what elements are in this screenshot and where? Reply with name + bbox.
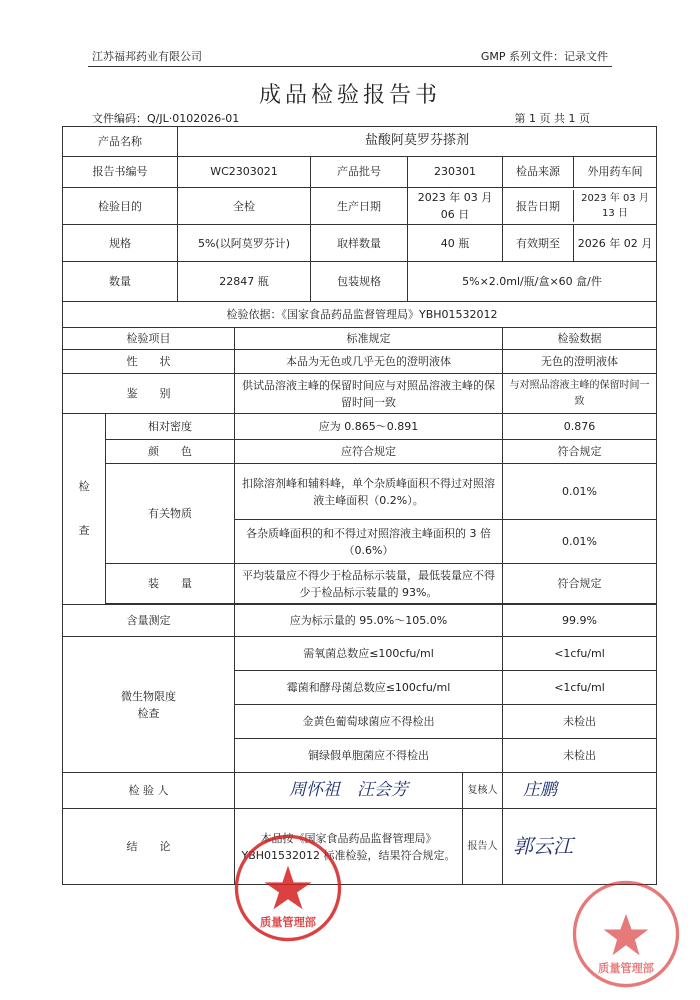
identification-label: 鉴 别 — [63, 374, 235, 414]
filling-label: 装 量 — [106, 564, 235, 604]
quality-dept-seal-right — [570, 878, 682, 990]
related-data-2: 0.01% — [503, 520, 657, 564]
related-row-1 — [63, 464, 657, 520]
micro-mold-data: <1cfu/ml — [503, 671, 657, 705]
report-no: WC2303021 — [178, 157, 311, 188]
assay-label: 含量测定 — [63, 605, 235, 637]
micro-label-line-1: 微生物限度 — [121, 689, 176, 703]
density-label: 相对密度 — [106, 414, 235, 440]
header-divider — [88, 66, 612, 67]
product-name-row — [63, 127, 657, 157]
batch: 230301 — [408, 157, 503, 188]
density-standard: 应为 0.865～0.891 — [235, 414, 503, 440]
inspector-signature: 周怀祖 汪会芳 — [235, 773, 463, 809]
identification-data: 与对照品溶液主峰的保留时间一致 — [503, 374, 657, 414]
packing-label: 包装规格 — [311, 262, 408, 302]
source-label: 检品来源 — [503, 157, 574, 187]
report-no-label: 报告书编号 — [63, 157, 178, 188]
identification-row — [63, 374, 657, 414]
batch-label: 产品批号 — [311, 157, 408, 188]
prod-date: 2023 年 03 月 06 日 — [408, 188, 503, 225]
purpose: 全检 — [178, 188, 311, 225]
report-no-row — [63, 157, 657, 188]
filling-data: 符合规定 — [503, 564, 657, 604]
inspector-row — [63, 773, 657, 809]
assay-row — [63, 605, 657, 637]
inspector-label: 检 验 人 — [63, 773, 235, 809]
quality-dept-seal-left — [232, 832, 344, 944]
prod-date-label: 生产日期 — [311, 188, 408, 225]
product-name: 盐酸阿莫罗芬搽剂 — [178, 127, 657, 157]
check-group-label — [63, 414, 106, 605]
conclusion-row — [63, 809, 657, 885]
micro-staph-standard: 金黄色葡萄球菌应不得检出 — [235, 705, 503, 739]
report-date: 2023 年 03 月 13 日 — [581, 192, 649, 220]
density-data: 0.876 — [503, 414, 657, 440]
expiry: 2026 年 02 月 — [577, 236, 653, 250]
conclusion: 本品按《国家食品药品监督管理局》YBH01532012 标准检验，结果符合规定。 — [235, 809, 463, 885]
source: 外用药车间 — [587, 165, 643, 179]
density-row — [63, 414, 657, 440]
page-title: 成品检验报告书 — [258, 83, 441, 108]
col-item: 检验项目 — [63, 328, 235, 350]
filling-row — [63, 564, 657, 604]
appearance-row — [63, 350, 657, 374]
assay-data: 99.9% — [503, 605, 657, 637]
color-standard: 应符合规定 — [235, 440, 503, 464]
svg-text:质量管理部: 质量管理部 — [598, 962, 654, 976]
assay-standard: 应为标示量的 95.0%～105.0% — [235, 605, 503, 637]
micro-aerobic-row — [63, 637, 657, 671]
page-info: 第 1 页 共 1 页 — [514, 112, 590, 125]
purpose-row — [63, 188, 657, 225]
appearance-standard: 本品为无色或几乎无色的澄明液体 — [235, 350, 503, 374]
related-label: 有关物质 — [106, 464, 235, 564]
related-data-1: 0.01% — [503, 464, 657, 520]
reporter-label: 报告人 — [463, 809, 503, 885]
check-label-bottom: 查 — [78, 524, 90, 538]
expiry-label: 有效期至 — [503, 225, 574, 261]
document-type: GMP 系列文件：记录文件 — [480, 50, 608, 63]
reporter-signature: 郭云江 — [503, 809, 657, 885]
micro-pseudo-standard: 铜绿假单胞菌应不得检出 — [235, 739, 503, 773]
related-standard-2: 各杂质峰面积的和不得过对照溶液主峰面积的 3 倍（0.6%） — [235, 520, 503, 564]
reviewer-signature: 庄鹏 — [503, 773, 657, 809]
sample-qty-label: 取样数量 — [311, 225, 408, 262]
source-label-cell — [503, 157, 657, 188]
color-data: 符合规定 — [503, 440, 657, 464]
file-code: 文件编码：Q/JL·0102026-01 — [92, 112, 240, 125]
seal-star-icon — [264, 866, 311, 910]
report-date-label: 报告日期 — [503, 190, 574, 222]
identification-standard: 供试品溶液主峰的保留时间应与对照品溶液主峰的保留时间一致 — [235, 374, 503, 414]
company-name: 江苏福邦药业有限公司 — [92, 50, 202, 63]
micro-staph-data: 未检出 — [503, 705, 657, 739]
spec-label: 规格 — [63, 225, 178, 262]
micro-aerobic-data: <1cfu/ml — [503, 637, 657, 671]
report-table — [62, 126, 657, 885]
check-label-top: 检 — [78, 480, 90, 494]
svg-text:质量管理部: 质量管理部 — [260, 916, 316, 930]
col-standard: 标准规定 — [235, 328, 503, 350]
color-row — [63, 440, 657, 464]
conclusion-label: 结 论 — [63, 809, 235, 885]
seal-star-icon — [604, 914, 649, 955]
spec-row — [63, 225, 657, 262]
basis: 检验依据：《国家食品药品监督管理局》YBH01532012 — [63, 302, 657, 328]
basis-row — [63, 302, 657, 328]
sample-qty: 40 瓶 — [408, 225, 503, 262]
related-standard-1: 扣除溶剂峰和辅料峰，单个杂质峰面积不得过对照溶液主峰面积（0.2%）。 — [235, 464, 503, 520]
appearance-data: 无色的澄明液体 — [503, 350, 657, 374]
filling-standard: 平均装量应不得少于检品标示装量，最低装量应不得少于检品标示装量的 93%。 — [235, 564, 503, 604]
micro-mold-standard: 霉菌和酵母菌总数应≤100cfu/ml — [235, 671, 503, 705]
column-header-row — [63, 328, 657, 350]
quantity-row — [63, 262, 657, 302]
color-label: 颜 色 — [106, 440, 235, 464]
col-data: 检验数据 — [503, 328, 657, 350]
packing: 5%×2.0ml/瓶/盒×60 盒/件 — [408, 262, 657, 302]
micro-label-line-2: 检查 — [137, 706, 160, 720]
purpose-label: 检验目的 — [63, 188, 178, 225]
spec: 5%(以阿莫罗芬计) — [178, 225, 311, 262]
quantity-label: 数量 — [63, 262, 178, 302]
appearance-label: 性 状 — [63, 350, 235, 374]
product-name-label: 产品名称 — [63, 127, 178, 157]
micro-label — [63, 637, 235, 773]
reviewer-label: 复核人 — [463, 773, 503, 809]
expiry-cell — [503, 225, 657, 262]
quantity: 22847 瓶 — [178, 262, 311, 302]
micro-pseudo-data: 未检出 — [503, 739, 657, 773]
report-date-cell — [503, 188, 657, 225]
seal-right-graphic — [570, 878, 682, 990]
micro-aerobic-standard: 需氧菌总数应≤100cfu/ml — [235, 637, 503, 671]
seal-left-graphic — [232, 832, 344, 944]
